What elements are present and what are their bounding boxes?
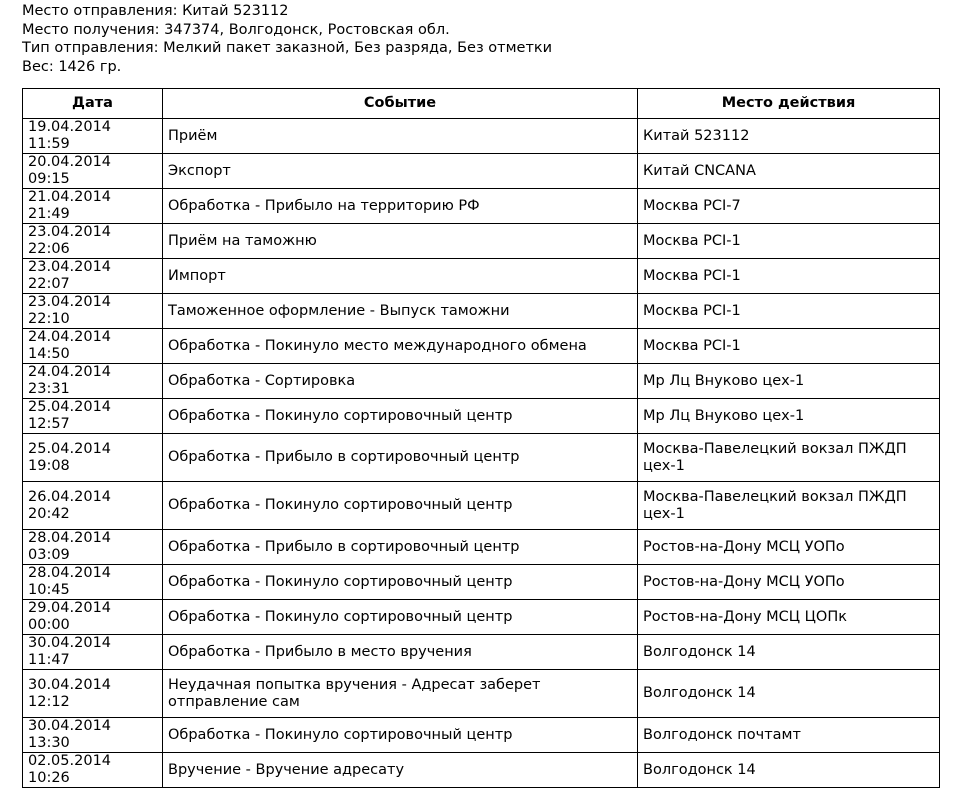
table-header-row bbox=[23, 89, 940, 119]
header-date: Дата bbox=[23, 89, 163, 119]
table-row bbox=[23, 635, 940, 670]
shipment-info bbox=[22, 2, 552, 76]
cell-event: Приём bbox=[163, 119, 638, 154]
cell-date: 28.04.2014 03:09 bbox=[23, 530, 163, 565]
table-row bbox=[23, 753, 940, 788]
cell-event: Обработка - Прибыло в сортировочный центр bbox=[163, 434, 638, 482]
table-row bbox=[23, 434, 940, 482]
cell-event: Обработка - Покинуло сортировочный центр bbox=[163, 399, 638, 434]
cell-place: Москва PCI-7 bbox=[638, 189, 940, 224]
table-row bbox=[23, 670, 940, 718]
table-row bbox=[23, 482, 940, 530]
table-row bbox=[23, 399, 940, 434]
table-row bbox=[23, 224, 940, 259]
cell-place: Москва PCI-1 bbox=[638, 294, 940, 329]
cell-event: Обработка - Прибыло на территорию РФ bbox=[163, 189, 638, 224]
cell-date: 02.05.2014 10:26 bbox=[23, 753, 163, 788]
table-row bbox=[23, 329, 940, 364]
cell-place: Волгодонск почтамт bbox=[638, 718, 940, 753]
cell-place: Москва PCI-1 bbox=[638, 224, 940, 259]
cell-event: Обработка - Покинуло сортировочный центр bbox=[163, 482, 638, 530]
cell-place: Ростов-на-Дону МСЦ ЦОПк bbox=[638, 600, 940, 635]
cell-place: Ростов-на-Дону МСЦ УОПо bbox=[638, 530, 940, 565]
cell-place: Мр Лц Внуково цех-1 bbox=[638, 399, 940, 434]
cell-event: Неудачная попытка вручения - Адресат заберет отправление сам bbox=[163, 670, 638, 718]
table-row bbox=[23, 189, 940, 224]
cell-date: 25.04.2014 19:08 bbox=[23, 434, 163, 482]
header-event: Событие bbox=[163, 89, 638, 119]
shipment-type-line: Тип отправления: Мелкий пакет заказной, Без разряда, Без отметки bbox=[22, 40, 553, 56]
cell-date: 30.04.2014 12:12 bbox=[23, 670, 163, 718]
table-row bbox=[23, 119, 940, 154]
cell-date: 25.04.2014 12:57 bbox=[23, 399, 163, 434]
table-row bbox=[23, 294, 940, 329]
cell-event: Таможенное оформление - Выпуск таможни bbox=[163, 294, 638, 329]
cell-place: Волгодонск 14 bbox=[638, 670, 940, 718]
cell-place: Волгодонск 14 bbox=[638, 753, 940, 788]
cell-place: Москва PCI-1 bbox=[638, 329, 940, 364]
cell-place: Москва-Павелецкий вокзал ПЖДП цех-1 bbox=[638, 482, 940, 530]
cell-event: Обработка - Прибыло в место вручения bbox=[163, 635, 638, 670]
tracking-table bbox=[22, 88, 940, 788]
cell-event: Обработка - Покинуло сортировочный центр bbox=[163, 600, 638, 635]
table-row bbox=[23, 364, 940, 399]
cell-event: Обработка - Сортировка bbox=[163, 364, 638, 399]
cell-date: 24.04.2014 14:50 bbox=[23, 329, 163, 364]
cell-place: Китай 523112 bbox=[638, 119, 940, 154]
cell-date: 28.04.2014 10:45 bbox=[23, 565, 163, 600]
cell-event: Обработка - Прибыло в сортировочный центр bbox=[163, 530, 638, 565]
cell-place: Мр Лц Внуково цех-1 bbox=[638, 364, 940, 399]
cell-date: 23.04.2014 22:06 bbox=[23, 224, 163, 259]
destination-line: Место получения: 347374, Волгодонск, Ростовская обл. bbox=[22, 21, 450, 38]
cell-event: Обработка - Покинуло место международного обмена bbox=[163, 329, 638, 364]
cell-date: 21.04.2014 21:49 bbox=[23, 189, 163, 224]
cell-date: 26.04.2014 20:42 bbox=[23, 482, 163, 530]
cell-event: Вручение - Вручение адресату bbox=[163, 753, 638, 788]
cell-date: 24.04.2014 23:31 bbox=[23, 364, 163, 399]
weight-line: Вес: 1426 гр. bbox=[22, 58, 122, 75]
cell-event: Импорт bbox=[163, 259, 638, 294]
cell-date: 20.04.2014 09:15 bbox=[23, 154, 163, 189]
cell-date: 23.04.2014 22:10 bbox=[23, 294, 163, 329]
cell-place: Москва-Павелецкий вокзал ПЖДП цех-1 bbox=[638, 434, 940, 482]
cell-place: Ростов-на-Дону МСЦ УОПо bbox=[638, 565, 940, 600]
table-row bbox=[23, 600, 940, 635]
table-row bbox=[23, 530, 940, 565]
cell-date: 30.04.2014 13:30 bbox=[23, 718, 163, 753]
cell-date: 29.04.2014 00:00 bbox=[23, 600, 163, 635]
table-row bbox=[23, 259, 940, 294]
cell-place: Москва PCI-1 bbox=[638, 259, 940, 294]
cell-event: Обработка - Покинуло сортировочный центр bbox=[163, 718, 638, 753]
cell-place: Волгодонск 14 bbox=[638, 635, 940, 670]
cell-event: Обработка - Покинуло сортировочный центр bbox=[163, 565, 638, 600]
origin-line: Место отправления: Китай 523112 bbox=[22, 3, 289, 19]
table-row bbox=[23, 565, 940, 600]
cell-date: 19.04.2014 11:59 bbox=[23, 119, 163, 154]
cell-event: Экспорт bbox=[163, 154, 638, 189]
table-row bbox=[23, 718, 940, 753]
cell-date: 23.04.2014 22:07 bbox=[23, 259, 163, 294]
table-row bbox=[23, 154, 940, 189]
cell-date: 30.04.2014 11:47 bbox=[23, 635, 163, 670]
cell-place: Китай CNCANA bbox=[638, 154, 940, 189]
header-place: Место действия bbox=[638, 89, 940, 119]
cell-event: Приём на таможню bbox=[163, 224, 638, 259]
